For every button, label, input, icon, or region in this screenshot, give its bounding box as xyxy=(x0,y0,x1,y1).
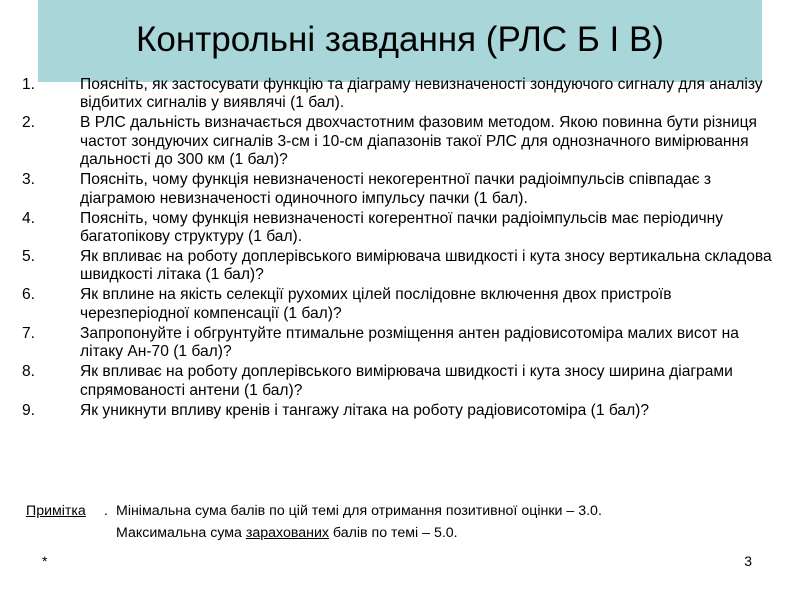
task-item xyxy=(22,286,782,323)
task-item xyxy=(22,114,782,169)
task-text: Поясніть, як застосувати функцію та діаграму невизначеності зондуючого сигналу для аналізу відбитих сигналів у виявлячі (1 бал). xyxy=(80,76,763,112)
task-number: 2. xyxy=(22,114,36,132)
task-number: 3. xyxy=(22,171,36,189)
task-number: 1. xyxy=(22,76,36,93)
task-item xyxy=(22,402,782,420)
task-item xyxy=(22,248,782,285)
task-item xyxy=(22,76,782,113)
task-text: Запропонуйте і обгрунтуйте птимальне розміщення антен радіовисотоміра малих висот на літаку Ан-70 (1 бал)? xyxy=(80,324,739,361)
task-text: Як вплине на якість селекції рухомих цілей послідовне включення двох пристроїв черезперіодної компенсації (1 бал)? xyxy=(80,286,672,322)
note-max-prefix: Максимальна сума xyxy=(116,525,246,541)
task-text: Як впливає на роботу доплерівського вимірювача швидкості і кута зносу ширина діаграми спрямованості антени (1 бал)? xyxy=(80,363,733,399)
task-number: 9. xyxy=(22,401,36,419)
footer-mark: * xyxy=(42,553,48,569)
task-text: В РЛС дальність визначається двохчастотним фазовим методом. Якою повинна бути різниця частот зондуючих сигналів 3-см і 10-см діапазонів такої РЛС для однозначного вимірювання дальності до 300 км (1 бал)? xyxy=(80,114,758,169)
task-number: 8. xyxy=(22,363,36,381)
task-number: 5. xyxy=(22,248,36,266)
task-number: 7. xyxy=(22,324,36,342)
page-number: 3 xyxy=(744,553,752,569)
note-label-suffix: . xyxy=(104,503,108,519)
task-number: 6. xyxy=(22,286,36,304)
task-item xyxy=(22,171,782,208)
note-line-1 xyxy=(26,500,766,522)
task-number: 4. xyxy=(22,209,36,227)
task-text: Як уникнути впливу кренів і тангажу літака на роботу радіовисотоміра (1 бал)? xyxy=(80,401,650,419)
slide-title: Контрольні завдання (РЛС Б І В) xyxy=(136,20,664,59)
task-list xyxy=(22,76,782,422)
task-item xyxy=(22,325,782,362)
task-text: Поясніть, чому функція невизначеності некогерентної пачки радіоімпульсів співпадає з діаграмою невизначеності одиночного імпульсу пачки (1 бал). xyxy=(80,171,712,207)
note-max-suffix: балів по темі – 5.0. xyxy=(328,525,458,541)
task-item xyxy=(22,210,782,247)
title-bar xyxy=(38,0,762,82)
note-max-underlined: зарахованих xyxy=(245,525,329,541)
note-min-text: Мінімальна сума балів по цій темі для отримання позитивної оцінки – 3.0. xyxy=(116,503,602,519)
note-label-text: Примітка xyxy=(26,503,86,519)
note-line-2 xyxy=(26,522,766,544)
task-text: Як впливає на роботу доплерівського вимірювача швидкості і кута зносу вертикальна складова швидкості літака (1 бал)? xyxy=(80,248,772,284)
note-label xyxy=(26,500,86,522)
task-text: Поясніть, чому функція невизначеності когерентної пачки радіоімпульсів має періодичну багатопікову структуру (1 бал). xyxy=(80,209,724,246)
task-item xyxy=(22,363,782,400)
note-block xyxy=(26,500,766,544)
